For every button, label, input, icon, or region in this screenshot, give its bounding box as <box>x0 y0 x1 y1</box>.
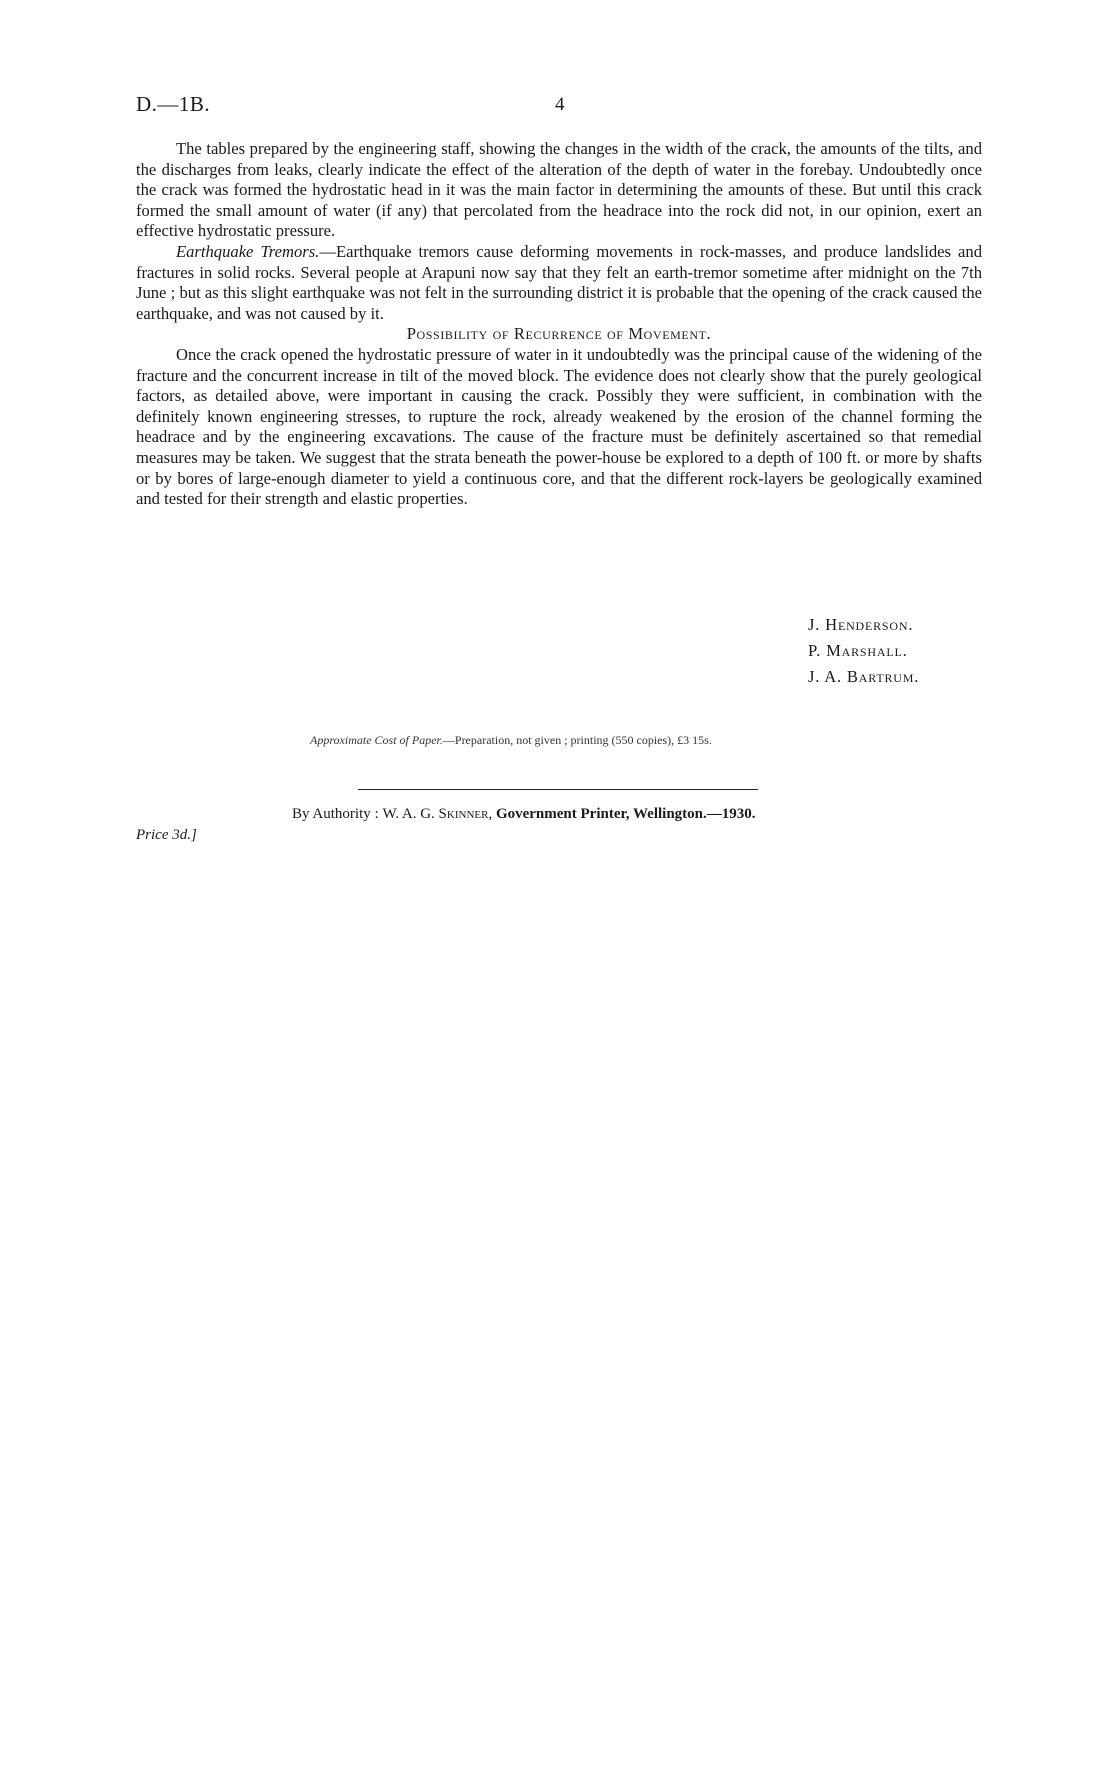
cost-label: Approximate Cost of Paper. <box>310 733 443 747</box>
signature-bartrum: J. A. Bartrum. <box>808 667 920 686</box>
footer-rule <box>358 789 758 790</box>
cost-text: —Preparation, not given ; printing (550 copies), £3 15s. <box>442 733 712 747</box>
paragraph-recurrence: Once the crack opened the hydrostatic pressure of water in it undoubtedly was the principal cause of the widening of the fracture and the concurrent increase in tilt of the moved block. The evidence does not clearly show that the purely geological factors, as detailed above, were important in causing the crack. Possibly they were sufficient, in combination with the definitely known engineering stresses, to rupture the rock, already weakened by the erosion of the channel forming the headrace and by the engineering excavations. The cause of the fracture must be definitely ascertained so that remedial measures may be taken. We suggest that the strata beneath the power-house be explored to a depth of 100 ft. or more by shafts or by bores of large-enough diameter to yield a continuous core, and that the different rock-layers be geologically examined and tested for their strength and elastic properties. <box>136 344 982 509</box>
report-body <box>136 139 982 510</box>
cost-of-paper <box>310 733 712 748</box>
paragraph-tables: The tables prepared by the engineering staff, showing the changes in the width of the crack, the amounts of the tilts, and the discharges from leaks, clearly indicate the effect of the alteration of the depth of water in the forebay. Undoubtedly once the crack was formed the hydrostatic head in it was the main factor in determining the amounts of these. But until this crack formed the small amount of water (if any) that percolated from the headrace into the rock did not, in our opinion, exert an effective hydrostatic pressure. <box>136 139 982 241</box>
earthquake-tremors-text: —Earthquake tremors cause deforming movements in rock-masses, and produce landslides and fractures in solid rocks. Several people at Arapuni now say that they felt an earth-tremor sometime after midnight on the 7th June ; but as this slight earthquake was not felt in the surrounding district it is probable that the opening of the crack caused the earthquake, and was not caused by it. <box>136 241 982 323</box>
subheading-earthquake-tremors: Earthquake Tremors. <box>176 241 320 261</box>
section-heading: Possibility of Recurrence of Movement. <box>406 324 712 344</box>
signature-henderson: J. Henderson. <box>808 615 914 634</box>
paragraph-earthquake-tremors <box>136 242 982 324</box>
price-label: Price 3d.] <box>136 827 197 843</box>
signature-marshall: P. Marshall. <box>808 641 908 660</box>
page-number: 4 <box>555 94 565 115</box>
authority-suffix: Government Printer, Wellington.—1930. <box>492 806 756 822</box>
signature-block <box>808 612 919 690</box>
document-reference: D.—1B. <box>136 92 211 116</box>
authority-prefix: By Authority : <box>292 806 383 822</box>
printer-name: W. A. G. Skinner, <box>382 806 493 822</box>
printer-authority <box>292 806 756 823</box>
